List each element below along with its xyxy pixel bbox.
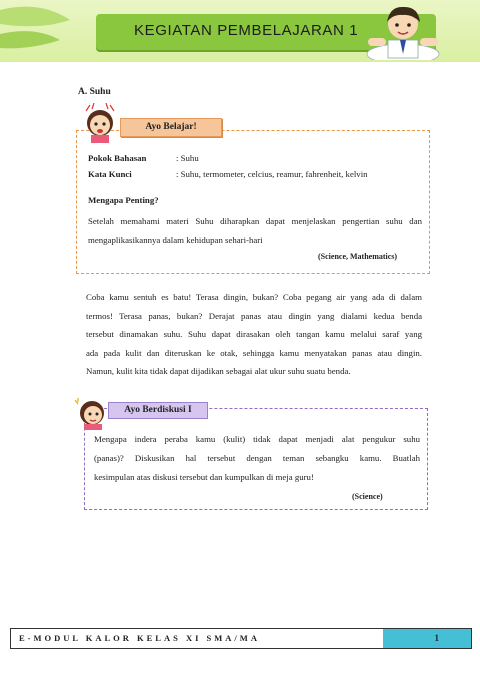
body-line: Namun, kulit kita tidak dapat dijadikan sebagai alat ukur suhu suatu benda. <box>86 366 351 376</box>
mengapa-penting-heading: Mengapa Penting? <box>88 195 159 205</box>
body-line: tersebut dinamakan suhu. Suhu dapat dirasakan oleh tangan kamu melalui saraf yang <box>86 329 422 339</box>
body-paragraph <box>86 288 422 381</box>
boy-mascot-icon <box>360 4 446 60</box>
footer-bar <box>10 628 472 649</box>
diskusi-source: (Science) <box>352 492 383 501</box>
kata-kunci-value: : Suhu, termometer, celcius, reamur, fahrenheit, kelvin <box>176 169 368 179</box>
mengapa-text-line1: Setelah memahami materi Suhu diharapkan dapat menjelaskan pengertian suhu dan <box>88 216 422 226</box>
section-heading: A. Suhu <box>78 87 111 97</box>
leaf-decoration-icon <box>0 0 100 62</box>
page-title: KEGIATAN PEMBELAJARAN 1 <box>134 22 359 39</box>
page-number: 1 <box>383 629 471 648</box>
diskusi-text-line1: Mengapa indera peraba kamu (kulit) tidak dapat menjadi alat pengukur suhu <box>94 434 420 444</box>
belajar-source: (Science, Mathematics) <box>318 252 398 261</box>
footer-module-title: E-MODUL KALOR KELAS XI SMA/MA <box>11 629 381 648</box>
body-line: termos! Terasa panas, bukan? Derajat panas atau dingin yang dialami kedua benda <box>86 310 422 321</box>
ayo-belajar-tag: Ayo Belajar! <box>120 118 222 137</box>
pokok-bahasan-value: : Suhu <box>176 153 199 163</box>
mengapa-text-line2: mengaplikasikannya dalam kehidupan sehari-hari <box>88 235 263 245</box>
girl-mascot-icon <box>80 103 120 143</box>
body-line: Coba kamu sentuh es batu! Terasa dingin, bukan? Coba pegang air yang ada di dalam <box>86 292 422 302</box>
body-line: ada pada kulit dan diteruskan ke otak, sehingga kamu menyatakan panas atau dingin. <box>86 347 422 358</box>
diskusi-text-line3: kesimpulan atas diskusi tersebut dan kumpulkan di meja guru! <box>94 472 314 482</box>
ayo-berdiskusi-tag: Ayo Berdiskusi I <box>108 402 208 419</box>
pokok-bahasan-label: Pokok Bahasan <box>88 153 147 163</box>
girl-thinking-icon <box>72 396 110 430</box>
diskusi-text-line2: (panas)? Diskusikan hal tersebut dengan teman sebangku kamu. Buatlah <box>94 453 420 463</box>
kata-kunci-label: Kata Kunci <box>88 169 132 179</box>
